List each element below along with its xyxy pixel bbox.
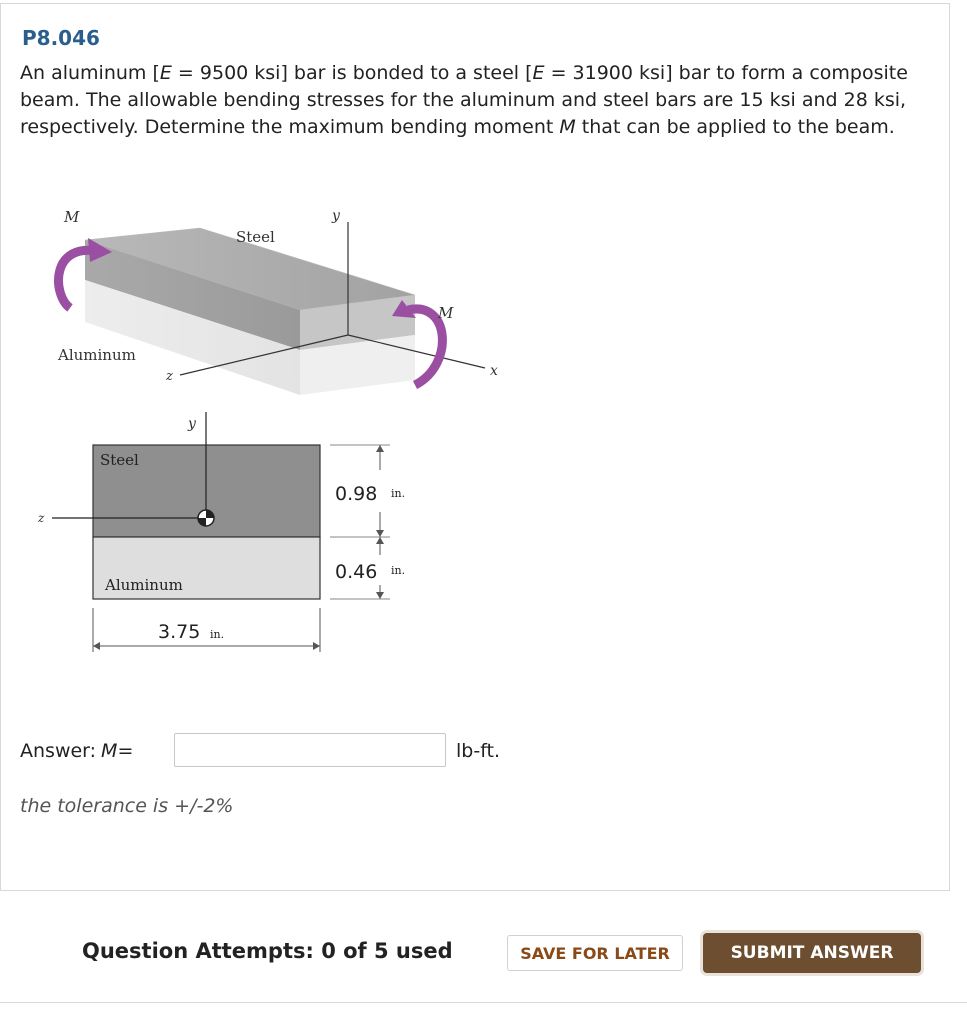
section-label-steel: Steel bbox=[100, 451, 139, 469]
answer-label: Answer: M = bbox=[20, 740, 134, 762]
save-for-later-button[interactable]: SAVE FOR LATER bbox=[507, 935, 683, 971]
isometric-beam bbox=[57, 208, 498, 395]
tolerance-note: the tolerance is +/-2% bbox=[20, 795, 234, 817]
attempts-counter: Question Attempts: 0 of 5 used bbox=[82, 939, 453, 963]
dim-width-unit: in. bbox=[210, 628, 225, 641]
dim-steel-height: 0.98 bbox=[335, 483, 378, 505]
submit-answer-button[interactable]: SUBMIT ANSWER bbox=[703, 933, 921, 973]
beam-figure bbox=[30, 200, 530, 670]
dim-width: 3.75 bbox=[158, 621, 201, 643]
iso-label-x: x bbox=[490, 363, 498, 379]
iso-label-z: z bbox=[166, 369, 173, 384]
section-label-y: y bbox=[188, 416, 196, 432]
iso-label-aluminum: Aluminum bbox=[58, 346, 136, 364]
iso-label-m-right: M bbox=[438, 304, 454, 322]
section-label-aluminum: Aluminum bbox=[105, 576, 183, 594]
cross-section bbox=[37, 412, 405, 652]
dim-steel-unit: in. bbox=[391, 487, 406, 500]
dim-aluminum-unit: in. bbox=[391, 564, 406, 577]
answer-units: lb-ft. bbox=[456, 740, 501, 762]
iso-label-y: y bbox=[332, 208, 340, 224]
problem-text: An aluminum [E = 9500 ksi] bar is bonded to a steel [E = 31900 ksi] bar to form a composite beam. The allowable bending stresses for the aluminum and steel bars are 15 ksi and 28 ksi, respectively. Determine the maximum bending moment M that can be applied to the beam. bbox=[20, 62, 908, 138]
section-label-z: z bbox=[38, 511, 45, 525]
iso-label-steel: Steel bbox=[236, 228, 275, 246]
iso-label-m-left: M bbox=[64, 208, 80, 226]
footer-divider bbox=[0, 1002, 967, 1003]
problem-id: P8.046 bbox=[22, 26, 100, 50]
dim-aluminum-height: 0.46 bbox=[335, 561, 378, 583]
answer-input[interactable] bbox=[174, 733, 446, 767]
